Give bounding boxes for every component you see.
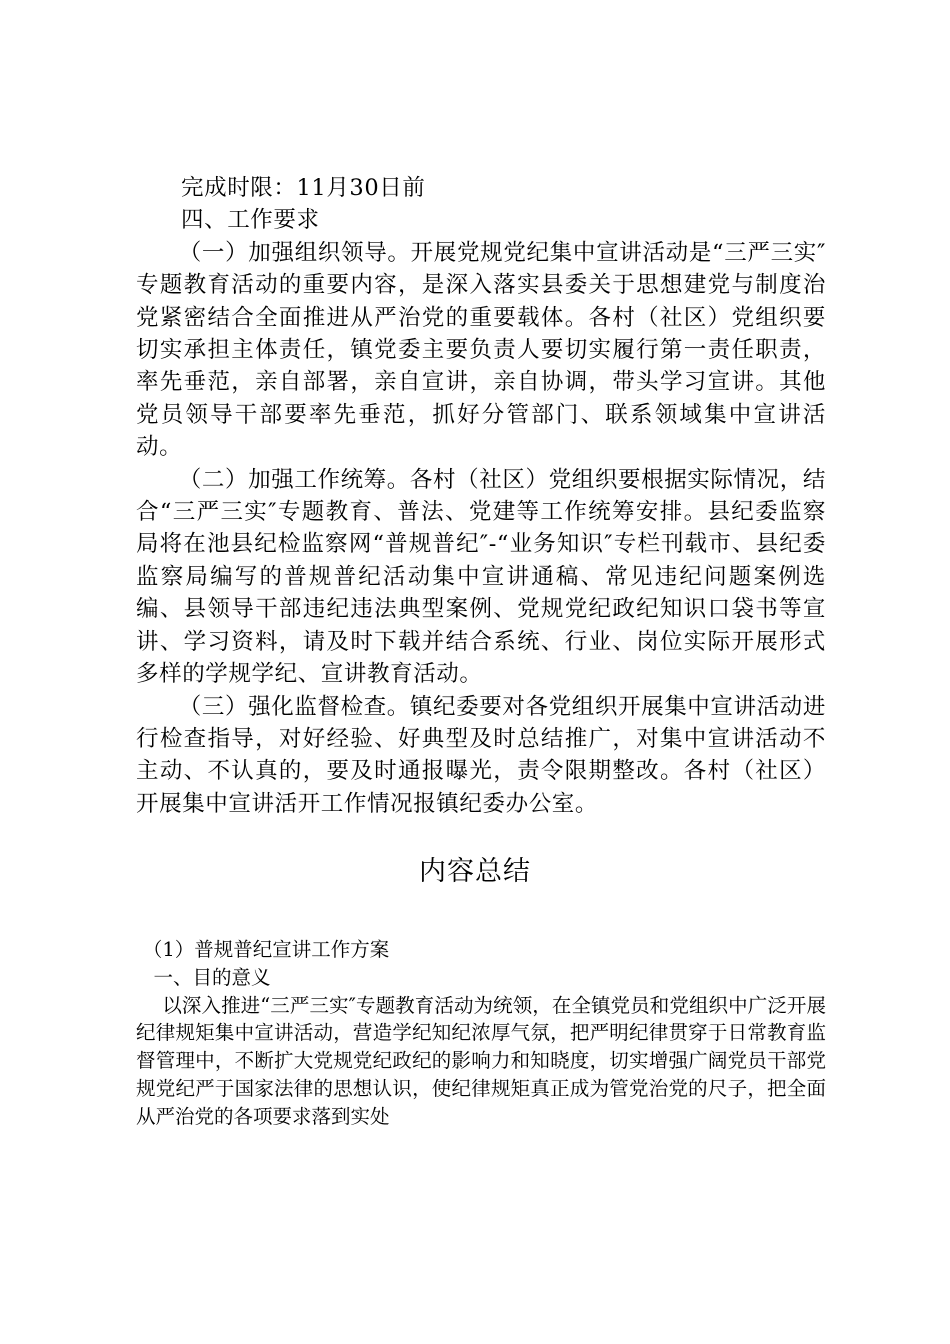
summary-title: 内容总结 bbox=[419, 856, 531, 887]
summary-section bbox=[136, 936, 826, 1131]
work-requirements-section bbox=[136, 172, 826, 820]
deadline-line: 完成时限：11月30日前 bbox=[181, 175, 426, 201]
paragraph-supervision-inspection: （三）强化监督检查。镇纪委要对各党组织开展集中宣讲活动进行检查指导，对好经验、好典型及时总结推广，对集中宣讲活动不主动、不认真的，要及时通报曝光，责令限期整改。各村（社区）开展集中宣讲活开工作情况报镇纪委办公室。 bbox=[136, 693, 826, 817]
summary-heading: （1）普规普纪宣讲工作方案 bbox=[142, 938, 390, 961]
summary-subheading: 一、目的意义 bbox=[153, 965, 271, 989]
paragraph-organization-leadership: （一）加强组织领导。开展党规党纪集中宣讲活动是“三严三实″专题教育活动的重要内容，是深入落实县委关于思想建党与制度治党紧密结合全面推进从严治党的重要载体。各村（社区）党组织要切实承担主体责任，镇党委主要负责人要切实履行第一责任职责，率先垂范，亲自部署，亲自宣讲，亲自协调，带头学习宣讲。其他党员领导干部要率先垂范，抓好分管部门、联系领域集中宣讲活动。 bbox=[136, 239, 826, 461]
section-heading-work-requirements: 四、工作要求 bbox=[181, 207, 320, 234]
summary-paragraph: 以深入推进“三严三实″专题教育活动为统领，在全镇党员和党组织中广泛开展纪律规矩集中宣讲活动，营造学纪知纪浓厚气氛，把严明纪律贯穿于日常教育监督管理中，不断扩大党规党纪政纪的影响力和知晓度，切实增强广阔党员干部党规党纪严于国家法律的思想认识，使纪律规矩真正成为管党治党的尺子，把全面从严治党的各项要求落到实处 bbox=[136, 993, 826, 1128]
paragraph-work-coordination: （二）加强工作统筹。各村（社区）党组织要根据实际情况，结合“三严三实″专题教育、普法、党建等工作统筹安排。县纪委监察局将在池县纪检监察网“普规普纪″-“业务知识″专栏刊载市、县纪委监察局编写的普规普纪活动集中宣讲通稿、常见违纪问题案例选编、县领导干部违纪违法典型案例、党规党纪政纪知识口袋书等宣讲、学习资料，请及时下载并结合系统、行业、岗位实际开展形式多样的学规学纪、宣讲教育活动。 bbox=[136, 466, 826, 688]
